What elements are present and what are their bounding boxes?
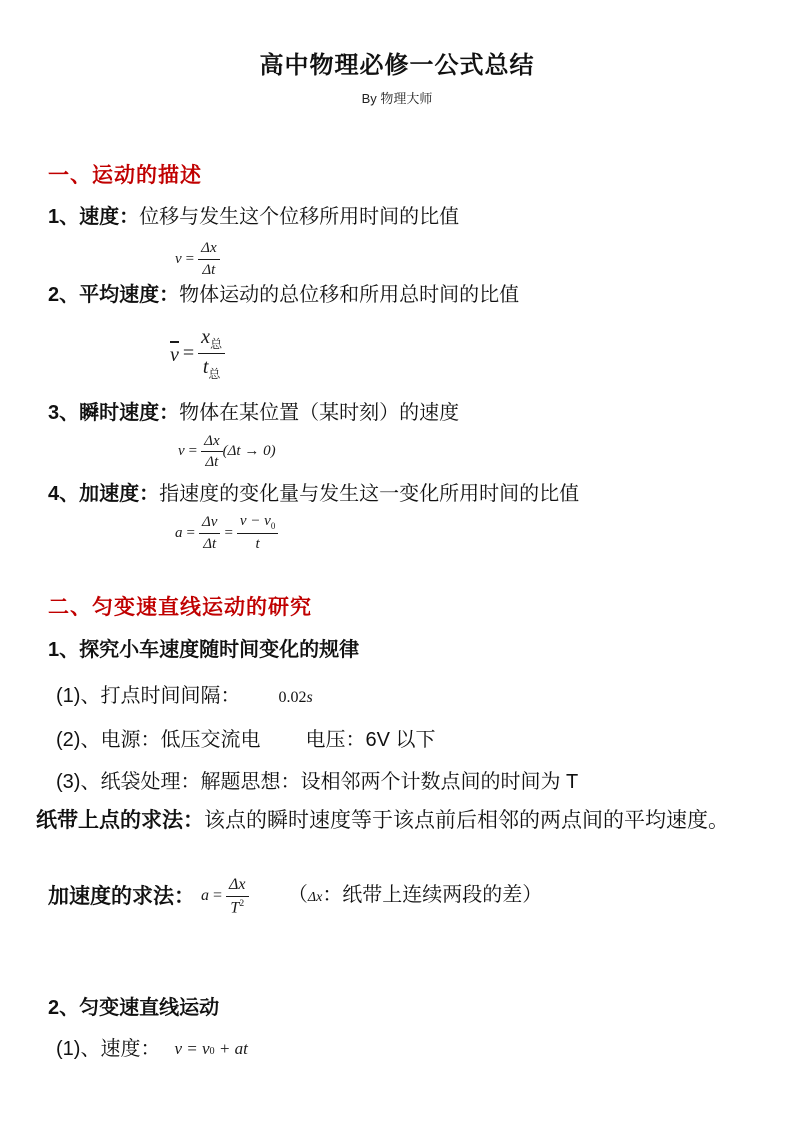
item-instant-velocity: [48, 400, 746, 427]
fraction: [201, 432, 222, 473]
formula-acceleration-method: a = $\frac{\Delta x}{T^2}$: [201, 875, 249, 918]
fraction-denominator: $t_总$: [202, 355, 221, 381]
item-average-velocity: [48, 282, 746, 309]
fraction: [198, 325, 225, 382]
experiment-heading: 1、探究小车速度随时间变化的规律: [48, 639, 360, 661]
acceleration-method-note: （Δx：纸带上连续两段的差）: [287, 884, 543, 906]
uniform-velocity-label: (1)、速度：: [56, 1038, 161, 1060]
fraction-numerator: Δx: [198, 239, 219, 260]
equals-sign: =: [186, 524, 195, 541]
formula-acceleration-lhs: a: [175, 524, 183, 541]
item-acceleration-label: 4、加速度：: [48, 483, 160, 505]
equals-sign: =: [188, 443, 198, 460]
experiment-point-interval: [56, 682, 746, 712]
tape-point-method: [36, 807, 746, 835]
fraction-numerator: Δv: [199, 513, 220, 534]
acceleration-method-label: 加速度的求法：: [48, 884, 195, 908]
voltage-text: 电压：6V 以下: [305, 729, 436, 751]
power-source-text: (2)、电源：低压交流电: [56, 729, 261, 751]
fraction-denominator: Δt: [205, 454, 219, 471]
experiment-point-power: [56, 726, 746, 754]
formula-instant-velocity-lhs: v: [178, 443, 185, 460]
uniform-motion-velocity: [56, 1035, 746, 1063]
v0-subscript: 0: [209, 1045, 215, 1057]
tape-point-method-desc: 该点的瞬时速度等于该点前后相邻的两点间的平均速度。: [204, 809, 729, 832]
formula-average-velocity: [170, 325, 746, 382]
v-bar-symbol: v: [170, 341, 179, 365]
fraction-numerator: Δx: [201, 432, 222, 453]
interval-unit: s: [306, 689, 313, 706]
item-average-velocity-label: 2、平均速度：: [48, 283, 180, 306]
equals-sign: =: [185, 250, 195, 267]
interval-value: 0.02s: [278, 689, 313, 706]
equals-sign: =: [224, 524, 233, 541]
numerator-subscript: 0: [270, 521, 276, 531]
item-acceleration: [48, 481, 746, 508]
fraction-numerator: $v - v_0$: [237, 512, 278, 534]
item-velocity-desc: 位移与发生这个位移所用时间的比值: [139, 206, 460, 228]
fraction-denominator: $T^2$: [230, 897, 245, 917]
fraction: [237, 512, 278, 554]
fraction-denominator: Δt: [202, 261, 216, 278]
item-instant-velocity-desc: 物体在某位置（某时刻）的速度: [179, 401, 460, 424]
equals-sign: =: [182, 341, 195, 364]
limit-condition: (Δt → 0): [222, 443, 276, 460]
fraction: [199, 513, 220, 554]
experiment-point-tape: (3)、纸袋处理：解题思想：设相邻两个计数点间的时间为 T: [56, 771, 579, 793]
item-velocity: [48, 204, 746, 231]
item-acceleration-desc: 指速度的变化量与发生这一变化所用时间的比值: [159, 483, 580, 505]
denominator-exponent: 2: [239, 897, 245, 909]
delta-x-symbol: Δx: [307, 890, 323, 905]
fraction-numerator: Δx: [226, 875, 249, 897]
formula-uniform-velocity: v = v 0 + at: [174, 1035, 247, 1063]
acceleration-method: [48, 853, 746, 940]
fraction-numerator: $x_总$: [198, 325, 225, 354]
formula-instant-velocity: [178, 432, 746, 473]
equals-sign: =: [213, 887, 223, 905]
fraction-denominator: t: [255, 536, 260, 553]
denominator-subscript: 总: [208, 366, 221, 381]
uniform-motion-heading: 2、匀变速直线运动: [48, 997, 220, 1019]
page-title: 高中物理必修一公式总结: [259, 52, 535, 79]
numerator-subscript: 总: [210, 336, 223, 351]
byline: By 物理大师: [361, 91, 433, 106]
fraction: [198, 239, 219, 280]
fraction: [226, 875, 249, 918]
formula-acceleration: [175, 512, 746, 554]
tape-point-method-label: 纸带上点的求法：: [36, 809, 204, 832]
section-2-heading: 二、匀变速直线运动的研究: [48, 596, 312, 619]
item-average-velocity-desc: 物体运动的总位移和所用总时间的比值: [179, 283, 520, 306]
item-instant-velocity-label: 3、瞬时速度：: [48, 401, 180, 424]
fraction-denominator: Δt: [203, 535, 217, 552]
item-velocity-label: 1、速度：: [48, 206, 140, 228]
section-1-heading: 一、运动的描述: [48, 164, 202, 187]
formula-velocity: [175, 239, 746, 280]
formula-velocity-lhs: v: [175, 250, 182, 267]
interval-label: (1)、打点时间间隔：: [56, 685, 241, 707]
